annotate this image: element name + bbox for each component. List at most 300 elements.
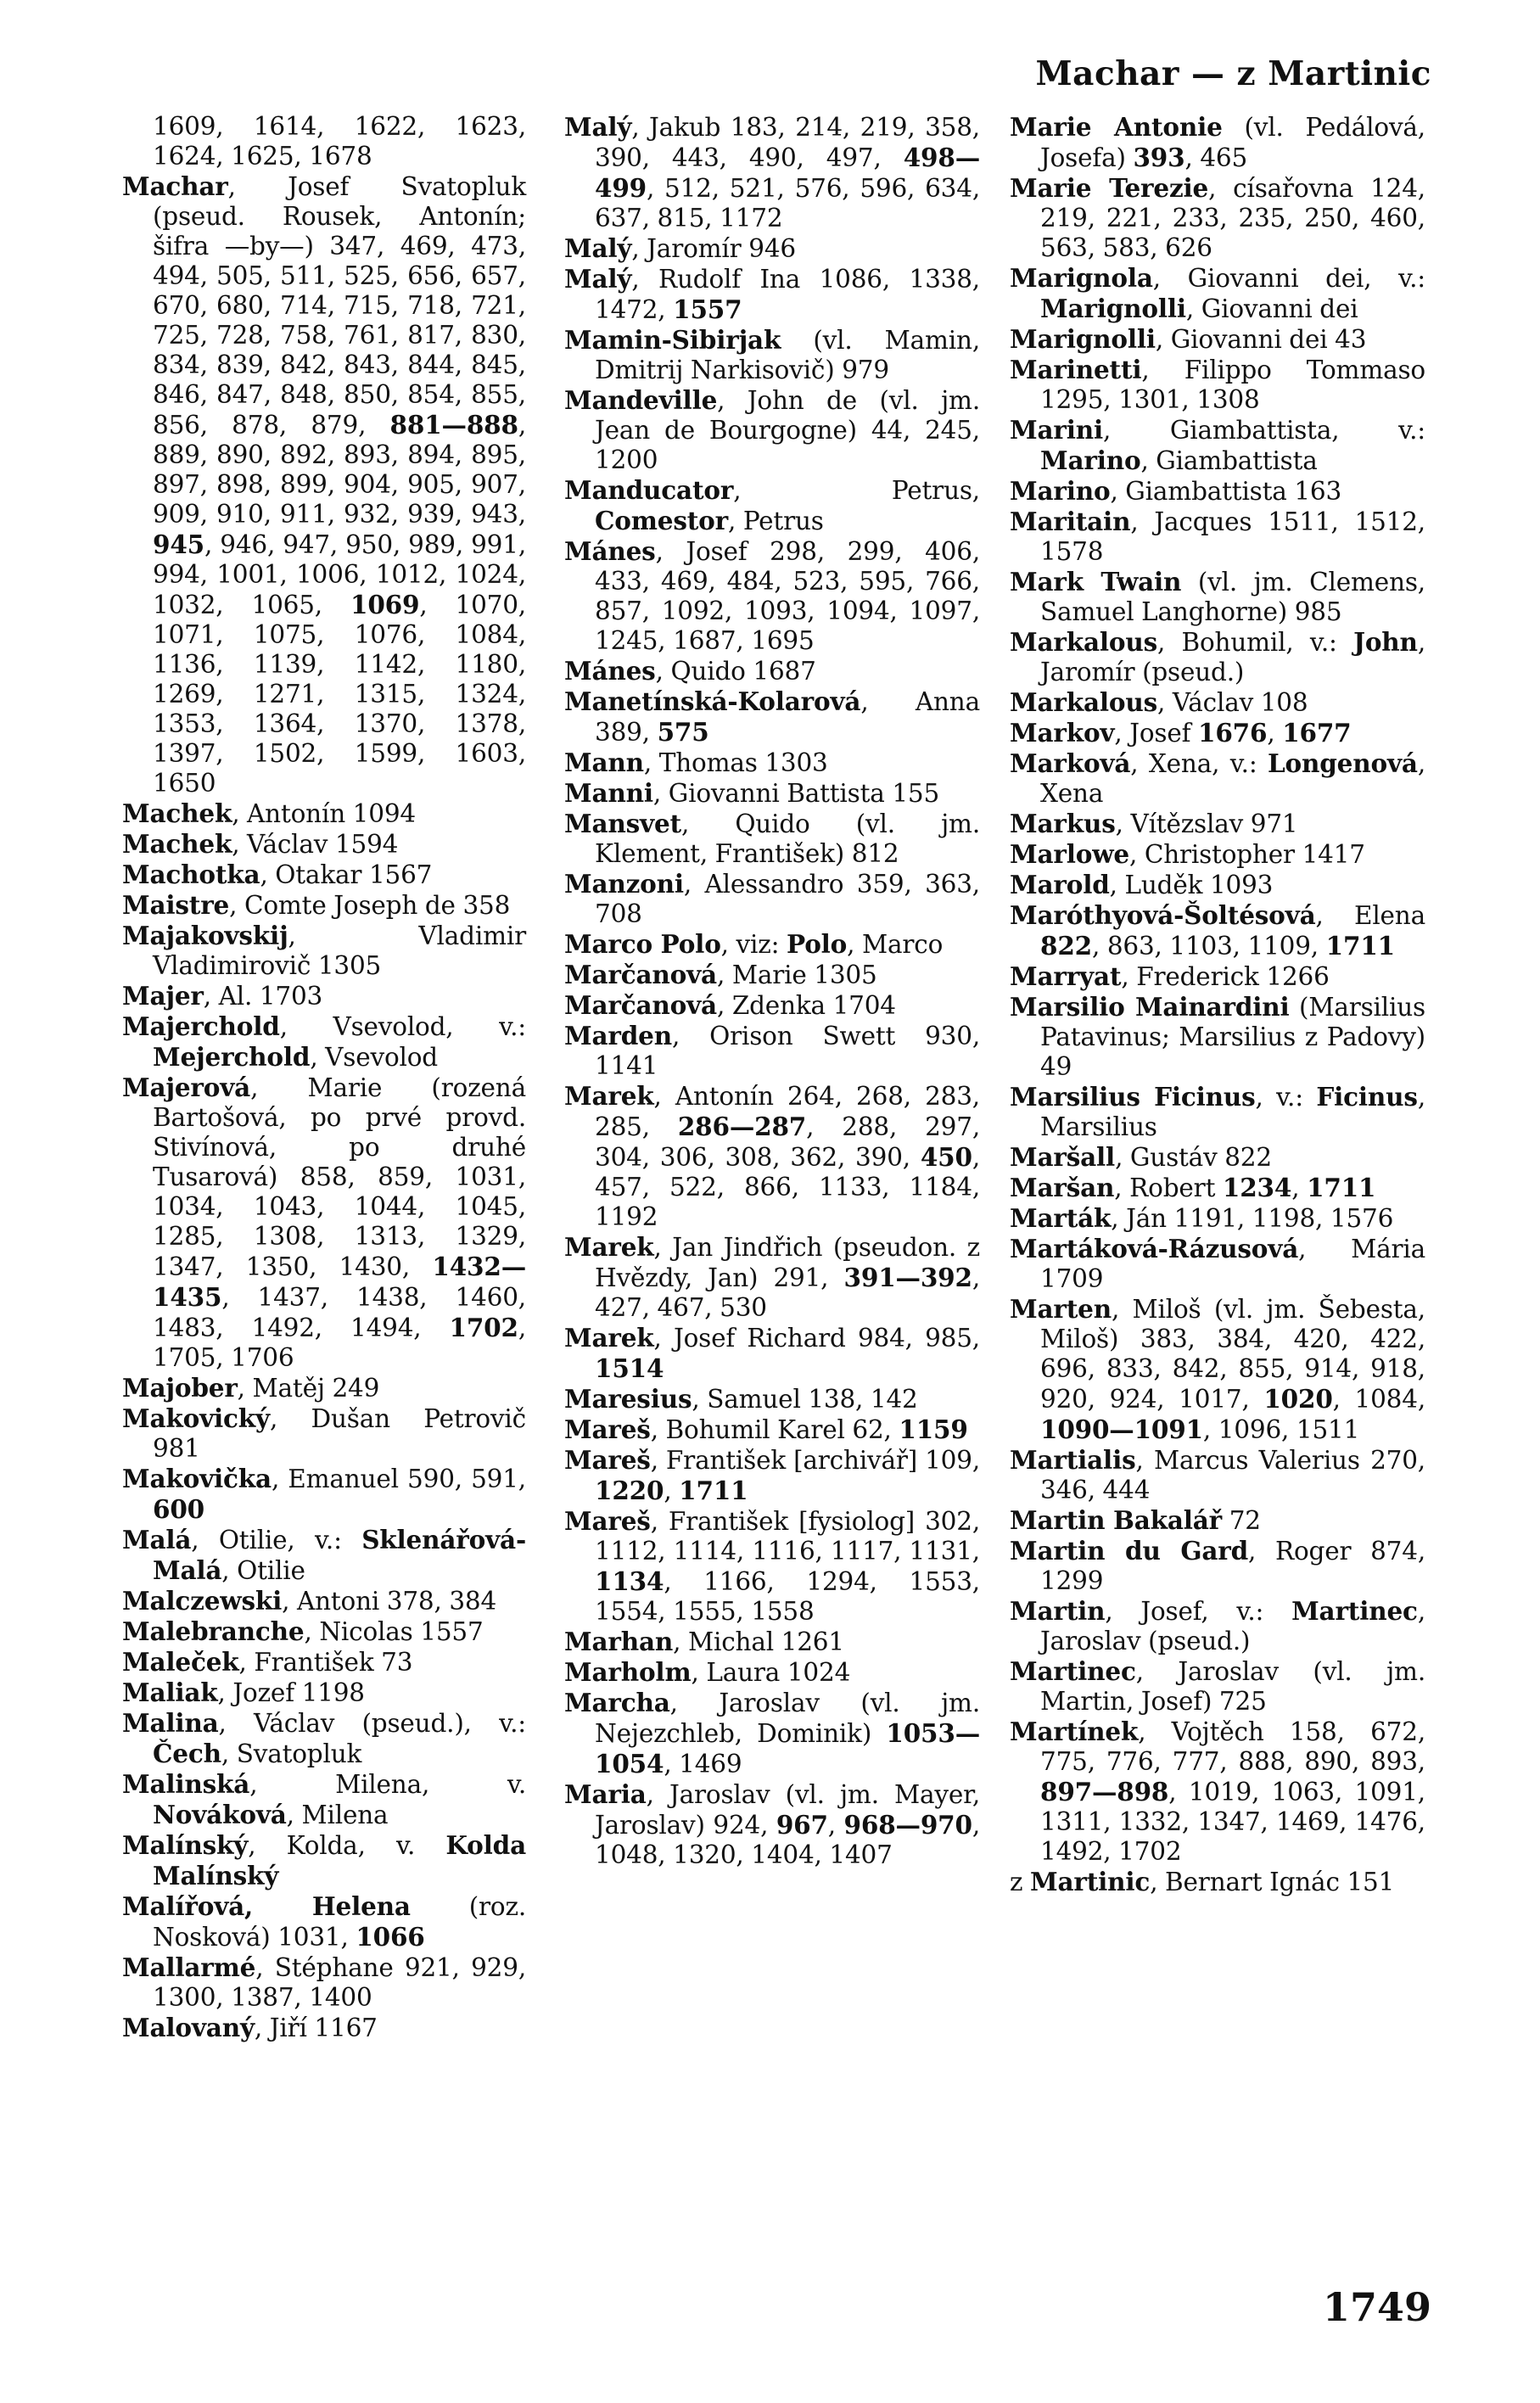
entry-heading: Marignola <box>1010 263 1153 293</box>
index-entry <box>122 1891 526 1952</box>
entry-text: , viz: <box>720 930 787 959</box>
entry-heading: Mánes <box>564 656 656 686</box>
entry-text: , Jaroslav (vl. jm. Nejezchleb, Dominik) <box>595 1689 980 1748</box>
index-entry <box>564 869 980 929</box>
entry-text: (roz. Nosková) 1031, <box>153 1892 526 1952</box>
entry-heading: Marco Polo <box>564 929 721 959</box>
entry-heading: Marčanová <box>564 990 717 1020</box>
entry-heading: Marino <box>1010 476 1111 506</box>
entry-text: , Emanuel 590, 591, <box>271 1465 526 1493</box>
index-entry <box>1010 1505 1425 1536</box>
index-entry <box>564 686 980 748</box>
entry-text: , Bohumil Karel 62, <box>650 1415 899 1444</box>
entry-heading: Manducator <box>564 475 734 505</box>
entry-heading: Mejerchold <box>153 1042 311 1072</box>
entry-heading: Markov <box>1010 718 1115 748</box>
entry-text: , Milena, v. <box>249 1770 526 1799</box>
entry-text: (Marsilius Patavinus; Marsilius z Padovy) 49 <box>1040 993 1425 1081</box>
entry-heading: Maliak <box>122 1678 218 1707</box>
index-entry <box>564 1414 980 1445</box>
entry-text: , Jaroslav (vl. jm. Mayer, Jaroslav) 924, <box>595 1780 980 1840</box>
index-entry <box>564 748 980 778</box>
index-entry <box>122 1769 526 1830</box>
index-entry <box>564 1384 980 1414</box>
entry-heading: 393 <box>1133 143 1185 172</box>
index-entry <box>122 860 526 890</box>
index-entry <box>1010 476 1425 507</box>
entry-text: , Alessandro 359, 363, 708 <box>595 870 980 928</box>
entry-text: (vl. jm. Clemens, Samuel Langhorne) 985 <box>1040 568 1425 626</box>
entry-text: , Bohumil, v.: <box>1157 628 1354 657</box>
index-column-2 <box>564 112 980 1870</box>
entry-text: , Marie (rozená Bartošová, po prvé provd. Stivínová, po druhé Tusarová) 858, 859, 1031, 1034, 1043, 1044, 1045, 1285, 1308, 1313, 1329, 1347, 1350, 1430, <box>153 1073 526 1281</box>
entry-text: , Matěj 249 <box>237 1374 380 1403</box>
entry-heading: Majerová <box>122 1073 251 1102</box>
entry-heading: Manni <box>564 778 653 808</box>
entry-heading: Martin du Gard <box>1010 1536 1249 1566</box>
entry-heading: Malovaný <box>122 2013 255 2042</box>
entry-text: , Vojtěch 158, 672, 775, 776, 777, 888, 890, 893, <box>1040 1717 1425 1776</box>
entry-text: (vl. Pedálová, Josefa) <box>1040 113 1425 172</box>
entry-text: , Josef, v.: <box>1105 1597 1292 1626</box>
entry-heading: Maritain <box>1010 507 1131 536</box>
entry-heading: Machotka <box>122 860 260 889</box>
entry-heading: 1066 <box>356 1922 425 1952</box>
entry-heading: 1053—1054 <box>595 1718 980 1778</box>
index-entry <box>1010 1142 1425 1173</box>
entry-heading: Martínek <box>1010 1717 1139 1746</box>
entry-heading: 897—898 <box>1040 1777 1169 1806</box>
entry-text: , Vítězslav 971 <box>1115 809 1298 838</box>
entry-text: , Vsevolod <box>310 1043 438 1072</box>
entry-text: , Mária 1709 <box>1040 1235 1425 1293</box>
page-number: 1749 <box>1322 2284 1431 2330</box>
entry-text: , Antoni 378, 384 <box>282 1587 497 1616</box>
index-entry <box>122 1586 526 1616</box>
entry-text: , Orison Swett 930, 1141 <box>595 1022 980 1080</box>
entry-heading: 1020 <box>1263 1384 1333 1414</box>
entry-text: , Marie 1305 <box>716 961 877 989</box>
index-entry <box>564 1779 980 1870</box>
entry-heading: Marcha <box>564 1688 670 1717</box>
entry-heading: 498—499 <box>595 143 980 203</box>
index-entry <box>564 960 980 990</box>
entry-text: , Bernart Ignác 151 <box>1150 1868 1395 1896</box>
entry-text: , Kolda, v. <box>248 1831 446 1860</box>
entry-text: , Dušan Petrovič 981 <box>153 1404 526 1463</box>
entry-heading: Nováková <box>153 1800 287 1829</box>
index-entry <box>564 990 980 1021</box>
entry-heading: Malínský <box>122 1830 249 1860</box>
entry-text: , Zdenka 1704 <box>716 991 896 1020</box>
entry-text: , Milena <box>286 1801 389 1829</box>
entry-text: 72 <box>1222 1506 1261 1535</box>
entry-text: 1609, 1614, 1622, 1623, 1624, 1625, 1678 <box>153 112 526 171</box>
index-column-1 <box>122 112 526 2043</box>
entry-heading: Martinec <box>1010 1656 1136 1686</box>
entry-heading: Marignolli <box>1010 324 1156 354</box>
entry-heading: Malinská <box>122 1769 250 1799</box>
entry-heading: 822 <box>1040 931 1092 961</box>
entry-text: , Filippo Tommaso 1295, 1301, 1308 <box>1040 356 1425 414</box>
entry-heading: Mareš <box>564 1445 651 1475</box>
index-entry <box>1010 1536 1425 1596</box>
entry-text: (vl. Mamin, Dmitrij Narkisovič) 979 <box>595 326 980 384</box>
entry-heading: 1711 <box>1307 1173 1376 1202</box>
entry-text: , 1096, 1511 <box>1202 1415 1360 1444</box>
entry-heading: Mansvet <box>564 809 681 838</box>
entry-heading: Maróthyová-Šoltésová <box>1010 900 1316 930</box>
entry-heading: Martinic <box>1030 1867 1151 1896</box>
entry-text: , 889, 890, 892, 893, 894, 895, 897, 898, 899, 904, 905, 907, 909, 910, 911, 932, 939, 943, <box>153 411 526 529</box>
entry-heading: Marek <box>564 1081 654 1111</box>
entry-text: , Stéphane 921, 929, 1300, 1387, 1400 <box>153 1953 526 2012</box>
index-entry <box>122 1830 526 1891</box>
entry-text: , Antonín 1094 <box>232 799 416 828</box>
entry-heading: 967 <box>776 1810 828 1840</box>
entry-heading: Kolda Malínský <box>153 1830 526 1890</box>
entry-heading: Maistre <box>122 890 230 920</box>
entry-heading: 1677 <box>1282 718 1352 748</box>
entry-heading: Malebranche <box>122 1616 305 1646</box>
entry-heading: Majakovskij <box>122 921 288 950</box>
entry-heading: Marek <box>564 1323 654 1353</box>
entry-heading: Marie Antonie <box>1010 112 1223 142</box>
index-entry <box>122 1616 526 1647</box>
index-entry <box>1010 687 1425 718</box>
entry-text: , Václav 108 <box>1157 688 1308 717</box>
entry-text: , Jaroslav (vl. jm. Martin, Josef) 725 <box>1040 1657 1425 1716</box>
entry-text: , Miloš (vl. jm. Šebesta, Miloš) 383, 384, 420, 422, 696, 833, 842, 855, 914, 918, 920, 924, 1017, <box>1040 1295 1425 1414</box>
entry-heading: Machek <box>122 798 232 828</box>
entry-heading: 1702 <box>449 1313 518 1342</box>
index-entry <box>1010 112 1425 173</box>
index-entry <box>122 981 526 1011</box>
entry-text: , Václav (pseud.), v.: <box>218 1709 526 1738</box>
index-entry <box>122 1708 526 1769</box>
entry-text: , Josef Svatopluk (pseud. Rousek, Antonín; šifra —by—) 347, 469, 473, 494, 505, 511, 525, 656, 657, 670, 680, 714, 715, 718, 721, 725, 728, 758, 761, 817, 830, 834, 839, 842, 843, 844, 845, 846, 847, 848, 850, 854, 855, 856, 878, 879, <box>153 172 526 440</box>
entry-heading: Mallarmé <box>122 1952 256 1982</box>
index-entry <box>1010 324 1425 355</box>
index-entry <box>122 1373 526 1403</box>
entry-text: , v.: <box>1255 1083 1317 1112</box>
entry-text: , Gustáv 822 <box>1115 1143 1272 1172</box>
index-entry <box>122 171 526 798</box>
entry-text: , 465 <box>1184 143 1248 172</box>
entry-text: , Jozef 1198 <box>217 1678 365 1707</box>
entry-text: , Christopher 1417 <box>1128 840 1365 869</box>
entry-text: , <box>664 1476 680 1505</box>
entry-text: , 946, 947, 950, 989, 991, 994, 1001, 1006, 1012, 1024, 1032, 1065, <box>153 530 526 619</box>
index-entry <box>122 890 526 921</box>
entry-heading: Čech <box>153 1739 221 1768</box>
entry-text: , 1437, 1438, 1460, 1483, 1492, 1494, <box>153 1283 526 1342</box>
entry-heading: 391—392 <box>843 1263 972 1292</box>
entry-text: , Giambattista, v.: <box>1102 416 1425 445</box>
index-entry <box>1010 1234 1425 1294</box>
index-entry <box>564 778 980 809</box>
entry-heading: Malczewski <box>122 1586 283 1616</box>
entry-heading: Marden <box>564 1021 672 1050</box>
entry-text: , Xena, v.: <box>1130 749 1268 778</box>
entry-heading: 1134 <box>595 1566 664 1596</box>
index-entry <box>564 233 980 264</box>
entry-text: , Petrus <box>728 507 824 535</box>
entry-heading: 1234 <box>1222 1173 1292 1202</box>
index-entry <box>122 1403 526 1464</box>
entry-text: , Jacques 1511, 1512, 1578 <box>1040 507 1425 566</box>
index-entry <box>564 1506 980 1627</box>
entry-heading: Mandeville <box>564 385 718 415</box>
entry-text: , Jaroslav (pseud.) <box>1040 1597 1425 1655</box>
index-entry <box>564 1021 980 1081</box>
index-entry <box>564 809 980 869</box>
entry-heading: Marek <box>564 1232 654 1262</box>
entry-heading: Mareš <box>564 1414 651 1444</box>
entry-text: , 1019, 1063, 1091, 1311, 1332, 1347, 1469, 1476, 1492, 1702 <box>1040 1778 1425 1866</box>
entry-heading: 945 <box>153 529 204 559</box>
entry-heading: Marten <box>1010 1294 1112 1324</box>
index-entry <box>1010 718 1425 748</box>
entry-text: , Jaromír (pseud.) <box>1040 628 1425 686</box>
index-entry <box>564 656 980 686</box>
entry-text: , 1084, <box>1332 1385 1425 1414</box>
index-entry <box>1010 809 1425 839</box>
entry-heading: Maršall <box>1010 1142 1116 1172</box>
index-entry <box>1010 173 1425 263</box>
entry-heading: 1220 <box>595 1476 664 1505</box>
entry-heading: Polo <box>787 929 848 959</box>
entry-text: , Laura 1024 <box>691 1658 851 1687</box>
entry-heading: Marini <box>1010 415 1103 445</box>
entry-text: , Luděk 1093 <box>1109 871 1274 899</box>
entry-heading: 1711 <box>679 1476 748 1505</box>
entry-text: , Al. 1703 <box>203 982 323 1011</box>
entry-heading: Martinec <box>1291 1596 1418 1626</box>
entry-text: , 427, 467, 530 <box>595 1263 980 1322</box>
entry-text: , Václav 1594 <box>232 830 399 859</box>
index-entry <box>1010 870 1425 900</box>
entry-heading: Maršan <box>1010 1173 1115 1202</box>
entry-text: , Robert <box>1114 1173 1223 1202</box>
entry-heading: 1432—1435 <box>153 1252 526 1312</box>
entry-heading: Sklenářová-Malá <box>153 1525 526 1585</box>
running-head: Machar — z Martinic <box>1035 54 1431 93</box>
entry-heading: 1159 <box>899 1414 968 1444</box>
entry-text: , Nicolas 1557 <box>304 1617 484 1646</box>
index-entry <box>1010 415 1425 476</box>
index-entry <box>122 1525 526 1586</box>
index-entry <box>122 1678 526 1708</box>
index-entry <box>1010 748 1425 809</box>
entry-text: , 863, 1103, 1109, <box>1091 932 1326 961</box>
entry-heading: 450 <box>920 1142 972 1172</box>
index-entry <box>564 1232 980 1323</box>
entry-heading: Marsilius Ficinus <box>1010 1082 1256 1112</box>
entry-text: , Frederick 1266 <box>1121 962 1330 991</box>
entry-heading: Malý <box>564 112 632 142</box>
entry-heading: Malý <box>564 264 632 294</box>
index-entry <box>564 1445 980 1506</box>
index-entry <box>1010 1203 1425 1234</box>
entry-heading: Machek <box>122 829 232 859</box>
index-entry <box>564 385 980 475</box>
entry-heading: 1711 <box>1325 931 1395 961</box>
entry-text: , Josef 298, 299, 406, 433, 469, 484, 523, 595, 766, 857, 1092, 1093, 1094, 1097, 1245, 1687, 1695 <box>595 537 980 655</box>
index-entry <box>122 1464 526 1525</box>
index-entry <box>1010 961 1425 992</box>
index-entry <box>1010 1173 1425 1203</box>
entry-heading: Markalous <box>1010 687 1158 717</box>
entry-text: , Samuel 138, 142 <box>692 1385 918 1414</box>
index-entry <box>1010 263 1425 324</box>
entry-heading: Machar <box>122 171 228 201</box>
entry-heading: Mark Twain <box>1010 567 1182 597</box>
entry-text: , Otilie, v.: <box>191 1526 362 1554</box>
entry-text: , <box>1291 1173 1308 1202</box>
entry-heading: Markus <box>1010 809 1116 838</box>
entry-text: , Giambattista 163 <box>1110 477 1342 506</box>
index-entry <box>122 112 526 171</box>
index-entry <box>1010 627 1425 687</box>
entry-heading: Martáková-Rázusová <box>1010 1234 1299 1263</box>
entry-heading: Marková <box>1010 748 1131 778</box>
entry-heading: Manetínská-Kolarová <box>564 686 861 716</box>
index-entry <box>122 1952 526 2013</box>
entry-heading: Martin <box>1010 1596 1106 1626</box>
index-entry <box>1010 1445 1425 1505</box>
index-entry <box>564 1657 980 1688</box>
entry-text: , Petrus, <box>733 476 980 505</box>
entry-text: , Marco <box>847 930 944 959</box>
entry-text: , 1048, 1320, 1404, 1407 <box>595 1811 980 1869</box>
entry-text: , František [fysiolog] 302, 1112, 1114, 1116, 1117, 1131, <box>595 1507 980 1566</box>
entry-text: , Jan Jindřich (pseudon. z Hvězdy, Jan) 291, <box>595 1233 980 1292</box>
entry-text: , Antonín 264, 268, 283, 285, <box>595 1082 980 1141</box>
index-entry <box>1010 1294 1425 1445</box>
entry-heading: Marie Terezie <box>1010 173 1209 203</box>
entry-text: , Rudolf Ina 1086, 1338, 1472, <box>595 265 980 324</box>
entry-heading: 881—888 <box>389 410 518 440</box>
entry-text: , Xena <box>1040 749 1425 808</box>
entry-text: , Vsevolod, v.: <box>279 1012 526 1041</box>
entry-text: , Jaromír 946 <box>631 234 796 263</box>
index-entry <box>564 475 980 536</box>
entry-heading: Mann <box>564 748 644 777</box>
entry-heading: Marignolli <box>1040 294 1186 323</box>
entry-text: , 512, 521, 576, 596, 634, 637, 815, 1172 <box>595 174 980 232</box>
entry-heading: 1557 <box>673 294 742 324</box>
entry-text: , Marcus Valerius 270, 346, 444 <box>1040 1446 1425 1504</box>
entry-heading: 1676 <box>1198 718 1268 748</box>
entry-text: , 1070, 1071, 1075, 1076, 1084, 1136, 1139, 1142, 1180, 1269, 1271, 1315, 1324, 1353, 1364, 1370, 1378, 1397, 1502, 1599, 1603, 1650 <box>153 591 526 798</box>
entry-heading: Longenová <box>1267 748 1418 778</box>
entry-heading: Marták <box>1010 1203 1112 1233</box>
index-entry <box>122 1647 526 1678</box>
entry-heading: Maleček <box>122 1647 239 1677</box>
entry-text: , 1705, 1706 <box>153 1314 526 1372</box>
entry-heading: Majerchold <box>122 1011 280 1041</box>
entry-text: , John de (vl. jm. Jean de Bourgogne) 44, 245, 1200 <box>595 386 980 474</box>
entry-text: , Quido (vl. jm. Klement, František) 812 <box>595 809 980 868</box>
index-entry <box>122 921 526 981</box>
entry-text: , Vladimir Vladimirovič 1305 <box>153 921 526 980</box>
entry-heading: 600 <box>153 1494 204 1524</box>
entry-text: , Giovanni dei <box>1185 294 1358 323</box>
index-entry <box>564 1323 980 1384</box>
index-entry <box>1010 507 1425 567</box>
entry-text: , Josef <box>1114 719 1199 748</box>
entry-heading: Maria <box>564 1779 647 1809</box>
entry-heading: Malina <box>122 1708 219 1738</box>
entry-text: , Jakub 183, 214, 219, 358, 390, 443, 490, 497, <box>595 113 980 172</box>
index-entry <box>122 1073 526 1373</box>
index-entry <box>122 829 526 860</box>
entry-heading: Majer <box>122 981 204 1011</box>
entry-heading: Ficinus <box>1316 1082 1418 1112</box>
index-entry <box>1010 355 1425 415</box>
entry-text: , 1166, 1294, 1553, 1554, 1555, 1558 <box>595 1567 980 1626</box>
entry-text: , <box>827 1811 844 1840</box>
index-entry <box>1010 1656 1425 1717</box>
entry-heading: Markalous <box>1010 627 1158 657</box>
entry-heading: Manzoni <box>564 869 684 899</box>
index-entry <box>122 2013 526 2043</box>
entry-text: , Svatopluk <box>221 1739 362 1768</box>
entry-heading: Mareš <box>564 1506 651 1536</box>
entry-heading: Malá <box>122 1525 192 1554</box>
index-entry <box>564 264 980 325</box>
index-entry <box>1010 567 1425 627</box>
entry-text: , <box>1267 719 1283 748</box>
entry-text: , Josef Richard 984, 985, <box>653 1324 980 1353</box>
index-entry <box>1010 839 1425 870</box>
entry-text: , Jiří 1167 <box>254 2014 378 2042</box>
entry-text: , 457, 522, 866, 1133, 1184, 1192 <box>595 1143 980 1231</box>
index-entry <box>1010 1596 1425 1656</box>
entry-heading: Marholm <box>564 1657 692 1687</box>
index-column-3 <box>1010 112 1425 1897</box>
index-entry <box>564 929 980 960</box>
entry-heading: Makovický <box>122 1403 270 1433</box>
entry-text: , Giovanni dei 43 <box>1155 325 1367 354</box>
index-entry <box>564 1627 980 1657</box>
entry-text: z <box>1010 1868 1031 1896</box>
entry-text: , Quido 1687 <box>655 657 816 686</box>
entry-heading: 1514 <box>595 1353 664 1383</box>
entry-text: , Roger 874, 1299 <box>1040 1537 1425 1595</box>
entry-text: , František [archivář] 109, <box>650 1446 980 1475</box>
entry-text: , 1469 <box>664 1750 742 1778</box>
entry-heading: Mamin-Sibirjak <box>564 325 781 355</box>
entry-text: , Otakar 1567 <box>260 860 433 889</box>
entry-heading: Marino <box>1040 445 1141 475</box>
entry-text: , Marsilius <box>1040 1083 1425 1141</box>
entry-text: , Comte Joseph de 358 <box>229 891 511 920</box>
entry-heading: Marčanová <box>564 960 717 989</box>
entry-heading: Marold <box>1010 870 1110 899</box>
entry-heading: Mánes <box>564 536 656 566</box>
index-entry <box>564 536 980 656</box>
entry-text: , Thomas 1303 <box>643 748 828 777</box>
entry-text: , Giovanni Battista 155 <box>652 779 940 808</box>
entry-heading: Marryat <box>1010 961 1122 991</box>
entry-text: , Giovanni dei, v.: <box>1152 264 1425 293</box>
entry-heading: Marlowe <box>1010 839 1129 869</box>
entry-heading: 286—287 <box>677 1112 807 1141</box>
entry-heading: Maresius <box>564 1384 692 1414</box>
entry-text: , František 73 <box>238 1648 413 1677</box>
